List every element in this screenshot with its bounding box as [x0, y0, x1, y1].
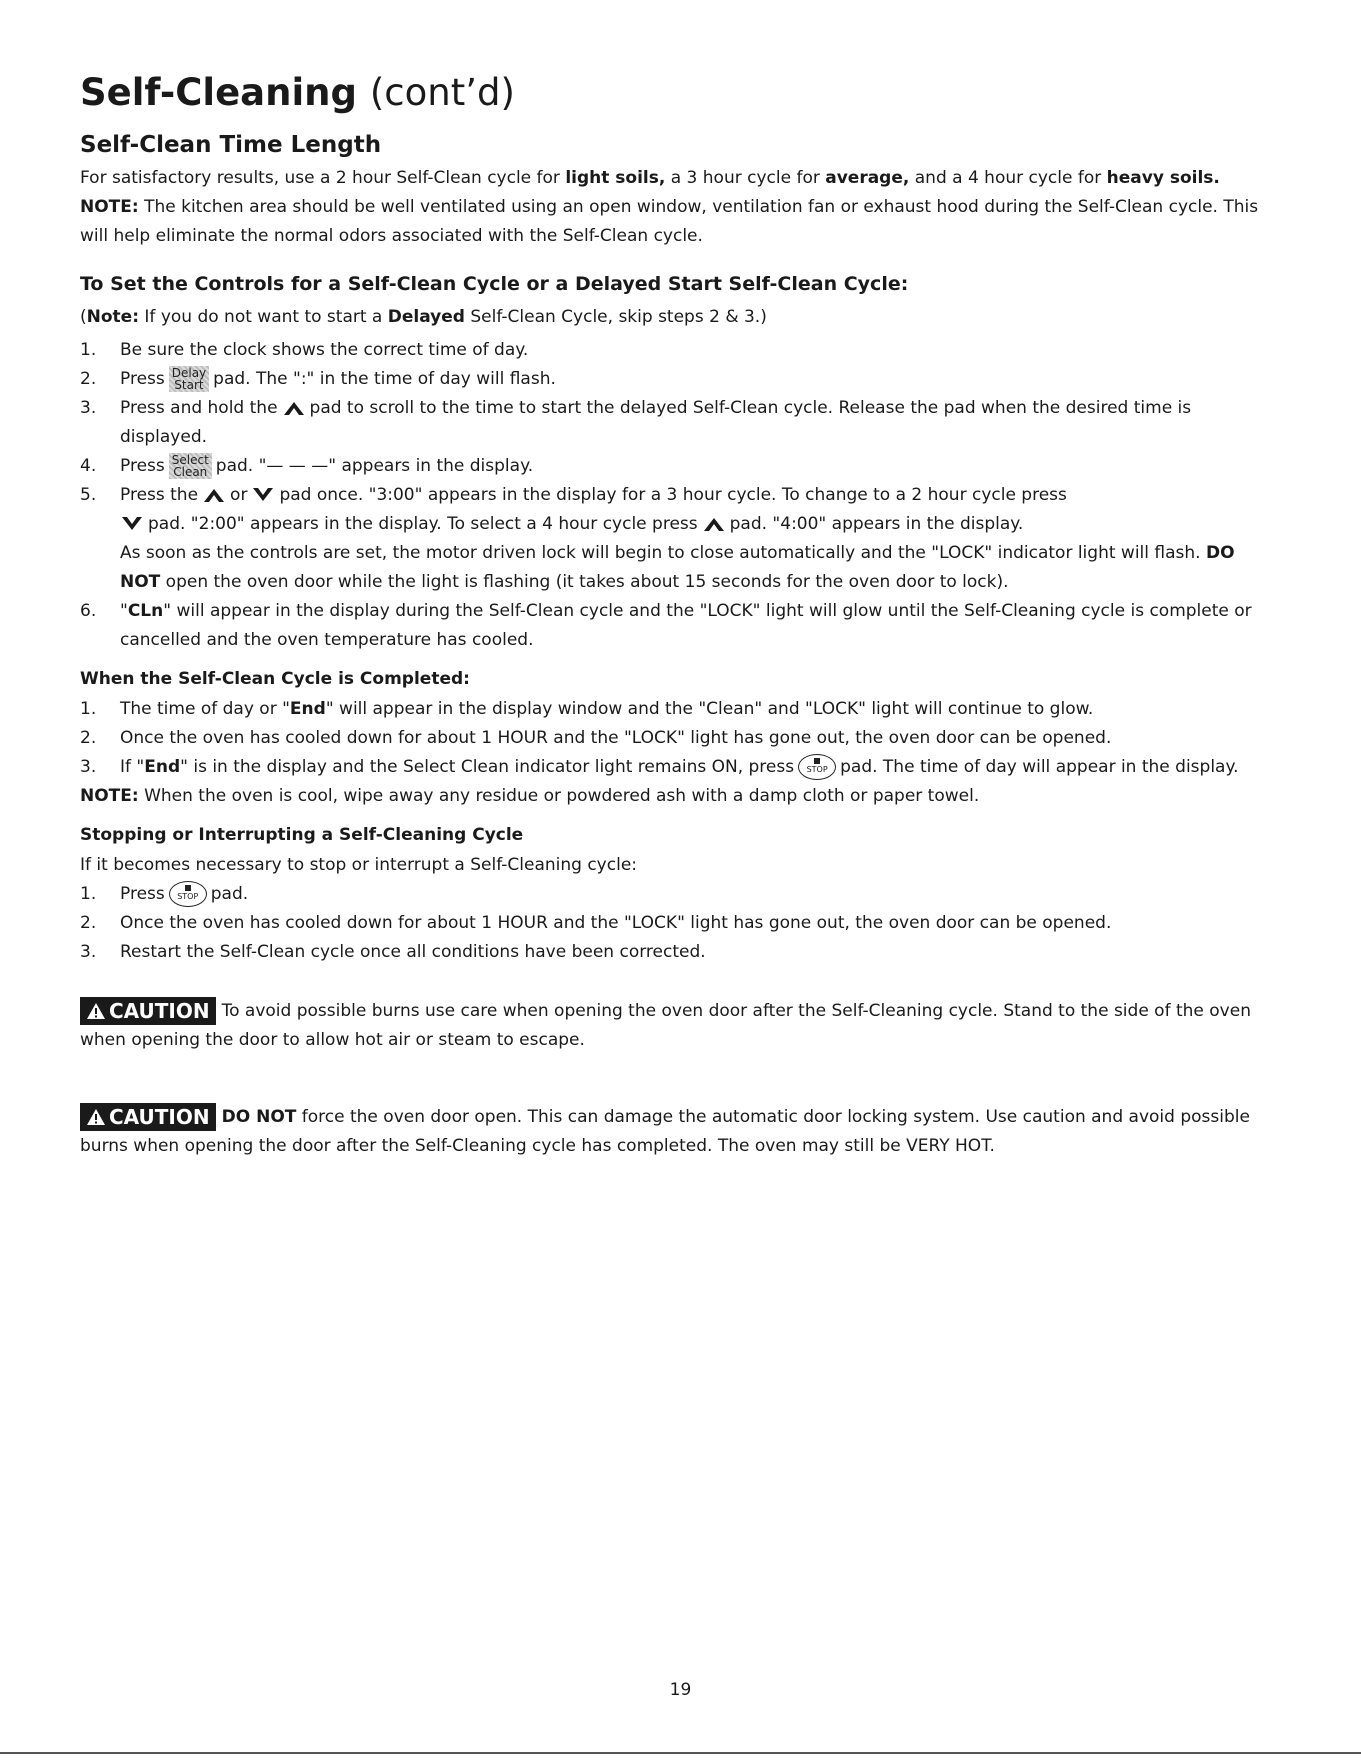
step-text [120, 753, 1280, 782]
bold-text: heavy soils. NOTE: [80, 168, 1220, 218]
bold-text: End [289, 699, 326, 720]
bold-text: Note: [86, 307, 140, 328]
text: pad. "4:00" appears in the display. [729, 514, 1024, 535]
step-number: 3. [80, 942, 97, 963]
caution-block-1 [80, 997, 1280, 1055]
bottom-rule [0, 1752, 1361, 1754]
step-text [120, 481, 1280, 510]
bold-text: NOTE: [80, 786, 139, 807]
stop-square-icon [185, 885, 191, 891]
set-controls-heading: To Set the Controls for a Self-Clean Cycle or a Delayed Start Self-Clean Cycle: [80, 273, 909, 296]
bold-text: light soils, [565, 168, 666, 189]
step-number: 3. [80, 757, 97, 778]
caution-badge [80, 997, 216, 1025]
text: pad once. "3:00" appears in the display for a 3 hour cycle. To change to a 2 hour cycle press [279, 485, 1067, 506]
caution-text: force the oven door open. This can damage the automatic door locking system. Use caution and avoid possible burns when opening the door after the Self-Cleaning cycle has completed. The oven may still be VERY HOT. [80, 1107, 1250, 1157]
time-length-paragraph [80, 164, 1280, 251]
completed-heading: When the Self-Clean Cycle is Completed: [80, 669, 470, 690]
stopping-intro: If it becomes necessary to stop or interrupt a Self-Cleaning cycle: [80, 855, 637, 876]
list-item [80, 724, 1280, 753]
text: Self-Clean Cycle, skip steps 2 & 3.) [464, 307, 767, 328]
step-number: 1. [80, 340, 97, 361]
pad-label: Select [171, 453, 209, 468]
text: The time of day or " [120, 699, 290, 720]
step-text [120, 695, 1280, 724]
pad-label: Clean [173, 465, 208, 480]
step-number: 1. [80, 884, 97, 905]
step-number: 5. [80, 485, 97, 506]
step-number: 3. [80, 398, 97, 419]
text: pad. "2:00" appears in the display. To select a 4 hour cycle press [148, 514, 698, 535]
caution-block-2 [80, 1103, 1280, 1161]
page-content [80, 70, 1280, 1161]
text: Press [120, 456, 165, 477]
select-clean-pad-icon [169, 453, 212, 479]
step-text: Once the oven has cooled down for about 1 HOUR and the "LOCK" light has gone out, the oven door can be opened. [120, 913, 1112, 934]
completed-steps [80, 695, 1280, 811]
list-item [80, 394, 1280, 452]
up-arrow-icon [702, 516, 726, 532]
text: As soon as the controls are set, the motor driven lock will begin to close automatically and the "LOCK" indicator light will flash. [120, 543, 1206, 564]
text: or [230, 485, 248, 506]
set-controls-note [80, 303, 1280, 332]
text: Press the [120, 485, 199, 506]
text: pad. The time of day will appear in the display. [840, 757, 1239, 778]
bold-text: DO NOT [221, 1107, 297, 1128]
text: If you do not want to start a [139, 307, 388, 328]
text: Press and hold the [120, 398, 278, 419]
list-item [80, 938, 1280, 967]
bold-text: DO NOT [120, 543, 1235, 593]
step-text [120, 394, 1280, 452]
list-item [80, 452, 1280, 481]
stop-pad-icon [798, 754, 836, 780]
caution-badge [80, 1103, 216, 1131]
bold-text: CLn [127, 601, 164, 622]
time-length-heading: Self-Clean Time Length [80, 132, 382, 159]
text: and a 4 hour cycle for [909, 168, 1107, 189]
stop-label: STOP [806, 765, 828, 775]
warning-icon [86, 1108, 106, 1126]
text: Press [120, 369, 165, 390]
text: " will appear in the display window and the "Clean" and "LOCK" light will continue to glow. [325, 699, 1094, 720]
text: When the oven is cool, wipe away any residue or powdered ash with a damp cloth or paper towel. [138, 786, 980, 807]
step-text [120, 597, 1280, 655]
step-text [120, 452, 1280, 481]
text: open the oven door while the light is flashing (it takes about 15 seconds for the oven door to lock). [160, 572, 1009, 593]
text: ( [80, 307, 87, 328]
text: Press [120, 884, 165, 905]
page-title [80, 70, 1280, 116]
list-item [80, 753, 1280, 782]
text: " [120, 601, 128, 622]
list-item [80, 695, 1280, 724]
step-number: 4. [80, 456, 97, 477]
step-continuation [80, 539, 1280, 597]
text: " will appear in the display during the Self-Clean cycle and the "LOCK" light will glow until the Self-Cleaning cycle is complete or cancelled and the oven temperature has cooled. [120, 601, 1252, 651]
page-title-main: Self-Cleaning [80, 71, 357, 114]
step-number: 1. [80, 699, 97, 720]
page-number: 19 [669, 1680, 692, 1700]
list-item [80, 597, 1280, 655]
page-title-sub: (cont’d) [369, 71, 515, 114]
text: a 3 hour cycle for [665, 168, 826, 189]
list-item [80, 909, 1280, 938]
text: pad. "— — —" appears in the display. [215, 456, 534, 477]
text: If " [120, 757, 145, 778]
stop-pad-icon [169, 881, 207, 907]
down-arrow-icon [120, 516, 144, 532]
stopping-steps [80, 880, 1280, 967]
caution-label: CAUTION [109, 999, 210, 1024]
text: " is in the display and the Select Clean indicator light remains ON, press [180, 757, 795, 778]
list-item [80, 481, 1280, 510]
bold-text: average, [825, 168, 910, 189]
text: pad. [210, 884, 249, 905]
step-number: 6. [80, 601, 97, 622]
list-item [80, 880, 1280, 909]
stopping-heading: Stopping or Interrupting a Self-Cleaning Cycle [80, 825, 524, 846]
caution-text: To avoid possible burns use care when opening the oven door after the Self-Cleaning cycle. Stand to the side of the oven when opening the door to allow hot air or steam to escape. [80, 1001, 1251, 1051]
text: The kitchen area should be well ventilated using an open window, ventilation fan or exhaust hood during the Self-Clean cycle. This will help eliminate the normal odors associated with the Self-Clean cycle. [80, 197, 1259, 247]
step-text: Be sure the clock shows the correct time of day. [120, 340, 529, 361]
step-number: 2. [80, 369, 97, 390]
text: For satisfactory results, use a 2 hour Self-Clean cycle for [80, 168, 566, 189]
stop-square-icon [814, 758, 820, 764]
step-text: Once the oven has cooled down for about 1 HOUR and the "LOCK" light has gone out, the oven door can be opened. [120, 728, 1112, 749]
step-text [120, 880, 1280, 909]
up-arrow-icon [202, 487, 226, 503]
pad-label: Start [174, 378, 204, 393]
list-item [80, 365, 1280, 394]
completed-note [80, 782, 1280, 811]
step-number: 2. [80, 728, 97, 749]
step-text [120, 365, 1280, 394]
list-item [80, 336, 1280, 365]
step-continuation [80, 510, 1280, 539]
pad-label: Delay [171, 366, 207, 381]
warning-icon [86, 1002, 106, 1020]
bold-text: End [144, 757, 181, 778]
caution-label: CAUTION [109, 1105, 210, 1130]
delay-start-pad-icon [169, 366, 209, 392]
text: pad. The ":" in the time of day will flash. [213, 369, 556, 390]
text: pad to scroll to the time to start the delayed Self-Clean cycle. Release the pad when the desired time is displayed. [120, 398, 1192, 448]
up-arrow-icon [282, 400, 306, 416]
step-number: 2. [80, 913, 97, 934]
bold-text: Delayed [387, 307, 465, 328]
step-text: Restart the Self-Clean cycle once all conditions have been corrected. [120, 942, 706, 963]
down-arrow-icon [251, 487, 275, 503]
stop-label: STOP [177, 892, 199, 902]
set-controls-steps [80, 336, 1280, 655]
